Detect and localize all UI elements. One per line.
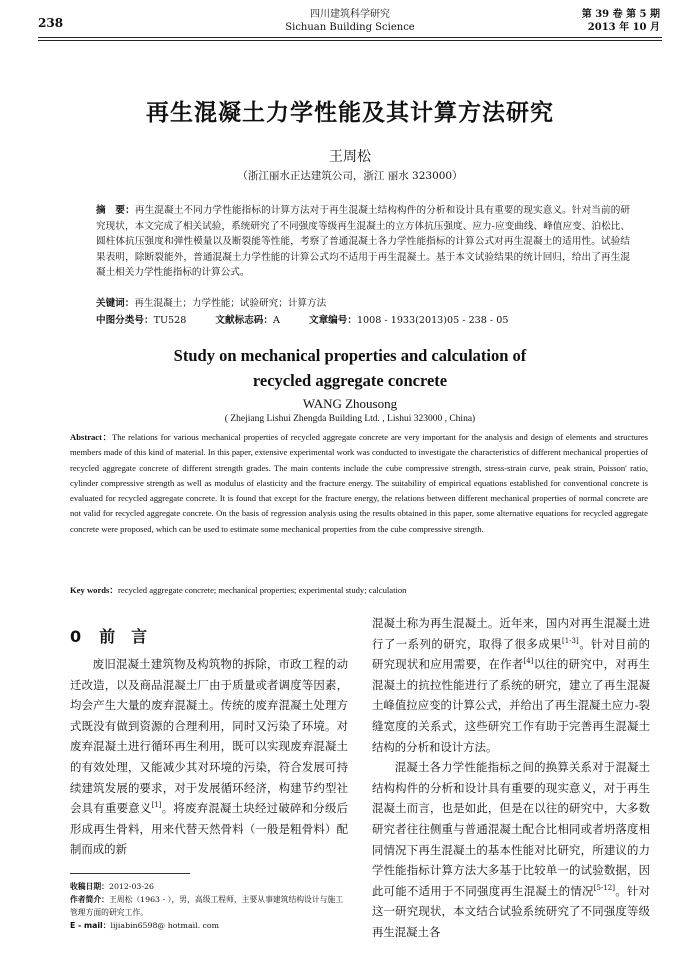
classification-row — [96, 312, 508, 326]
affiliation-cn: （浙江丽水正达建筑公司，浙江 丽水 323000） — [237, 170, 463, 182]
header-rule-thin — [38, 40, 662, 41]
received-date — [70, 880, 350, 893]
email-label: E - mail： — [70, 921, 111, 930]
keywords-cn-label: 关键词： — [96, 298, 135, 309]
doc-code-label: 文献标志码： — [215, 315, 273, 326]
paper-title-en-line2: recycled aggregate concrete — [252, 371, 448, 390]
article-id-value: 1008 - 1933(2013)05 - 238 - 05 — [356, 315, 509, 326]
bio-label: 作者简介： — [70, 895, 109, 904]
abstract-en — [70, 430, 648, 537]
page-number: 238 — [38, 16, 64, 30]
issue-date: 2013 年 10 月 — [587, 22, 660, 33]
body-right-column — [372, 613, 650, 943]
section-title: 前 言 — [99, 627, 148, 646]
received-value: 2012-03-26 — [108, 882, 154, 891]
volume-issue: 第 39 卷 第 5 期 — [581, 9, 660, 20]
clc-value: TU528 — [153, 315, 187, 326]
author-email — [70, 919, 350, 932]
journal-name-cn: 四川建筑科学研究 — [310, 9, 390, 20]
article-id-label: 文章编号： — [308, 315, 357, 326]
abstract-en-label: Abstract： — [70, 432, 112, 442]
citation: [1-3] — [562, 636, 579, 645]
clc-label: 中图分类号： — [96, 315, 154, 326]
abstract-cn — [96, 203, 630, 281]
author-cn: 王周松 — [329, 149, 371, 165]
body-right-text: 。针对这一研究现状，本文结合试验系统研究了不同强度等级再生混凝土各 — [372, 883, 650, 939]
body-left-text-b: 。将废弃混凝土块经过破碎和分级后形成再生骨料，用来代替天然骨料（一般是粗骨料）配制而成的新 — [70, 801, 348, 857]
keywords-en-label: Key words： — [70, 585, 118, 595]
body-right-text: 混凝土各力学性能指标之间的换算关系对于混凝土结构构件的分析和设计具有重要的现实意义，对于再生混凝土而言，也是如此，但是在以往的研究中，大多数研究者往往侧重与普通混凝土配合比相同或者坍落度相同情况下再生混凝土的基本性能对比研究，所建议的力学性能指标计算方法大多基于比较单一的试验数据，因此可能不适用于不同强度再生混凝土的情况 — [372, 760, 650, 898]
email-value: lijiabin6598@ hotmail. com — [110, 921, 219, 930]
footnote-rule — [70, 873, 190, 874]
author-bio — [70, 893, 350, 919]
abstract-cn-text: 再生混凝土不同力学性能指标的计算方法对于再生混凝土结构构件的分析和设计具有重要的现实意义。针对当前的研究现状，本文完成了相关试验，系统研究了不同强度等级再生混凝土的立方体抗压强度、应力-应变曲线、峰值应变、泊松比、圆柱体抗压强度和弹性模量以及断裂能等性能，考察了普通混凝土各力学性能指标的计算公式对再生混凝土的适用性。试验结果表明，除断裂能外，普通混凝土力学性能的计算公式均不适用于再生混凝土。基于本文试验结果的统计回归，给出了再生混凝土相关力学性能指标的计算公式。 — [96, 205, 631, 278]
citation: [5-12] — [593, 883, 615, 892]
affiliation-en: ( Zhejiang Lishui Zhengda Building Ltd. , Lishui 323000 , China) — [224, 414, 476, 424]
keywords-cn — [96, 295, 630, 309]
journal-name-en: Sichuan Building Science — [285, 22, 415, 33]
body-right-text: 混凝土称为再生混凝土。近年来，国内对再生混凝土进行了一系列的研究，取得了很多成果 — [372, 616, 650, 651]
citation: [1] — [151, 801, 162, 810]
abstract-cn-label: 摘 要： — [96, 205, 135, 216]
body-right-paragraph-2 — [372, 757, 650, 942]
footnote — [70, 880, 350, 932]
body-left-column — [70, 654, 348, 860]
keywords-en-text: recycled aggregate concrete; mechanical properties; experimental study; calculation — [117, 585, 407, 595]
paper-title-en-line1: Study on mechanical properties and calculation of — [173, 346, 527, 365]
body-left-text-a: 废旧混凝土建筑物及构筑物的拆除，市政工程的动迁改造，以及商品混凝土厂由于质量或者调度等因素，均会产生大量的废弃混凝土。传统的废弃混凝土处理方式既没有做到资源的合理利用，同时又污染了环境。对废弃混凝土进行循环再生利用，既可以实现废弃混凝土的有效处理，又能减少其对环境的污染，符合发展可持续建筑发展的要求，对于发展循环经济，构建节约型社会具有重要意义 — [70, 657, 348, 816]
citation: [4] — [523, 657, 534, 666]
keywords-en — [70, 584, 648, 596]
received-label: 收稿日期： — [70, 882, 109, 891]
header-rule-thick — [38, 37, 662, 38]
author-en: WANG Zhousong — [302, 396, 398, 411]
body-right-paragraph-1 — [372, 613, 650, 757]
body-right-text: 以往的研究中，对再生混凝土的抗拉性能进行了系统的研究，建立了再生混凝土峰值拉应变的计算公式，并给出了再生混凝土应力-裂缝宽度的关系式，这些研究工作有助于完善再生混凝土结构的分析和设计方法。 — [372, 657, 650, 754]
keywords-cn-text: 再生混凝土；力学性能；试验研究；计算方法 — [134, 298, 327, 309]
body-right-text: 。针对目前的研究现状和应用需要，在作者 — [372, 636, 650, 672]
section-heading — [70, 624, 147, 647]
doc-code-value: A — [272, 315, 280, 326]
section-number: 0 — [70, 627, 82, 646]
issue-info — [582, 8, 660, 34]
paper-title-cn: 再生混凝土力学性能及其计算方法研究 — [146, 99, 554, 126]
bio-value: 王周松（1963 - ），男，高级工程师，主要从事建筑结构设计与施工管理方面的研究工作。 — [70, 895, 344, 917]
abstract-en-text: The relations for various mechanical properties of recycled aggregate concrete are very important for the analysis and design of elements and structures members made of this kind of material. In this paper, extensive experimental work was conducted to investigate the characteristics of different mechanical properties of recycled aggregate concrete of different strength grades. The main contents include the cube compressive strength, stress-strain curve, peak strain, Poisson' ratio, cylinder compressive strength as well as modulus of elasticity and the fracture energy. The suitability of empirical equations established for conventional concrete is evaluated for recycled aggregate concrete. It is found that except for the fracture energy, the relations between different mechanical properties of normal concrete are not valid for recycled aggregate concrete. On the basis of regression analysis using the results obtained in this paper, some alternative equations for recycled aggregate concrete were proposed, which can be used to estimate some mechanical properties from the cube compressive strength. — [70, 432, 648, 534]
paper-title-en — [0, 343, 700, 393]
